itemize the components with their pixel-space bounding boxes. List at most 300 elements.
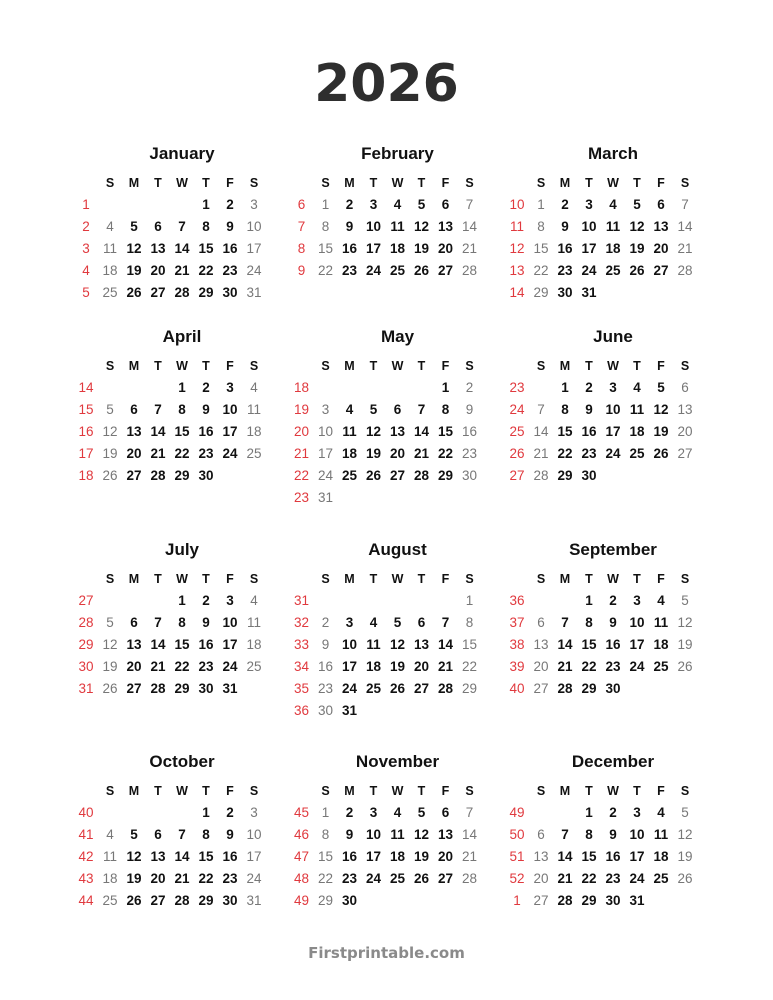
month-title: January bbox=[149, 144, 215, 163]
day-cell: 25 bbox=[246, 659, 262, 674]
day-cell: 2 bbox=[609, 593, 617, 608]
day-cell: 15 bbox=[533, 241, 549, 256]
weekday-header: T bbox=[585, 572, 593, 586]
weekday-header: S bbox=[321, 359, 330, 373]
weekday-header: S bbox=[536, 572, 546, 586]
day-cell: 24 bbox=[341, 681, 358, 696]
weekday-header: S bbox=[465, 572, 474, 586]
day-cell: 6 bbox=[417, 615, 426, 630]
weekday-header: T bbox=[417, 176, 426, 190]
week-number: 52 bbox=[509, 871, 525, 886]
weekday-header: F bbox=[657, 572, 665, 586]
empty-day-cell bbox=[122, 590, 146, 612]
month-title: December bbox=[571, 752, 655, 771]
weekday-header: S bbox=[465, 359, 474, 373]
day-cell: 19 bbox=[102, 659, 118, 674]
week-row bbox=[74, 678, 266, 700]
day-cell: 28 bbox=[150, 468, 166, 483]
week-number: 36 bbox=[509, 593, 525, 608]
week-row bbox=[505, 282, 697, 304]
day-cell: 13 bbox=[126, 637, 142, 652]
day-cell: 10 bbox=[222, 402, 238, 417]
day-cell: 3 bbox=[226, 380, 234, 395]
empty-day-cell bbox=[649, 282, 673, 304]
day-cell: 29 bbox=[174, 468, 190, 483]
day-cell: 10 bbox=[605, 402, 621, 417]
day-cell: 8 bbox=[178, 402, 186, 417]
day-cell: 27 bbox=[533, 681, 549, 696]
weekday-header: T bbox=[633, 359, 641, 373]
week-number-header bbox=[505, 568, 529, 590]
weekday-header-row bbox=[290, 172, 482, 194]
day-cell: 1 bbox=[202, 805, 210, 820]
weekday-header: T bbox=[202, 176, 210, 190]
weekday-header: T bbox=[369, 359, 378, 373]
day-cell: 2 bbox=[465, 380, 474, 395]
week-row bbox=[505, 868, 697, 890]
week-number: 1 bbox=[82, 197, 90, 212]
weekday-header-row bbox=[505, 780, 697, 802]
day-cell: 7 bbox=[154, 402, 162, 417]
day-cell: 28 bbox=[677, 263, 693, 278]
day-cell: 7 bbox=[465, 197, 474, 212]
month-title: September bbox=[569, 540, 657, 559]
day-cell: 30 bbox=[581, 468, 597, 483]
week-number: 17 bbox=[78, 446, 94, 461]
day-cell: 16 bbox=[581, 424, 597, 439]
day-cell: 17 bbox=[222, 637, 238, 652]
day-cell: 31 bbox=[341, 703, 358, 718]
day-cell: 5 bbox=[633, 197, 641, 212]
empty-day-cell bbox=[601, 465, 625, 487]
day-cell: 16 bbox=[605, 637, 621, 652]
day-cell: 22 bbox=[581, 871, 597, 886]
week-number: 48 bbox=[293, 871, 310, 886]
day-cell: 31 bbox=[222, 681, 238, 696]
day-cell: 12 bbox=[365, 424, 382, 439]
day-cell: 21 bbox=[533, 446, 549, 461]
weekday-header: S bbox=[105, 359, 115, 373]
day-cell: 30 bbox=[461, 468, 478, 483]
day-cell: 8 bbox=[465, 615, 474, 630]
empty-day-cell bbox=[386, 890, 410, 912]
day-cell: 24 bbox=[581, 263, 597, 278]
day-cell: 5 bbox=[369, 402, 378, 417]
weekday-header: T bbox=[369, 572, 378, 586]
empty-day-cell bbox=[553, 802, 577, 824]
weekday-header-row bbox=[505, 172, 697, 194]
week-number: 41 bbox=[78, 827, 94, 842]
day-cell: 7 bbox=[681, 197, 689, 212]
day-cell: 10 bbox=[317, 424, 334, 439]
day-cell: 23 bbox=[557, 263, 573, 278]
day-cell: 24 bbox=[605, 446, 621, 461]
week-row bbox=[290, 700, 482, 722]
day-cell: 8 bbox=[585, 615, 593, 630]
week-number: 14 bbox=[78, 380, 94, 395]
weekday-header: F bbox=[657, 176, 665, 190]
day-cell: 17 bbox=[581, 241, 597, 256]
day-cell: 9 bbox=[585, 402, 593, 417]
day-cell: 22 bbox=[198, 263, 214, 278]
day-cell: 18 bbox=[341, 446, 358, 461]
empty-day-cell bbox=[170, 194, 194, 216]
empty-day-cell bbox=[122, 194, 146, 216]
day-cell: 31 bbox=[317, 490, 334, 505]
week-row bbox=[290, 890, 482, 912]
day-cell: 19 bbox=[629, 241, 645, 256]
weekday-header: S bbox=[321, 176, 330, 190]
week-number: 37 bbox=[509, 615, 525, 630]
empty-day-cell bbox=[242, 465, 266, 487]
weekday-header-row bbox=[505, 568, 697, 590]
weekday-header-row bbox=[505, 355, 697, 377]
day-cell: 24 bbox=[246, 871, 262, 886]
empty-day-cell bbox=[386, 487, 410, 509]
day-cell: 21 bbox=[437, 659, 454, 674]
week-number-header bbox=[505, 355, 529, 377]
empty-day-cell bbox=[314, 377, 338, 399]
day-cell: 5 bbox=[417, 805, 426, 820]
week-number: 38 bbox=[509, 637, 525, 652]
day-cell: 1 bbox=[585, 593, 593, 608]
day-cell: 14 bbox=[437, 637, 454, 652]
empty-day-cell bbox=[98, 194, 122, 216]
day-cell: 12 bbox=[126, 849, 142, 864]
week-number: 12 bbox=[509, 241, 525, 256]
week-number: 2 bbox=[82, 219, 90, 234]
day-cell: 3 bbox=[226, 593, 234, 608]
day-cell: 1 bbox=[321, 805, 330, 820]
day-cell: 2 bbox=[345, 805, 354, 820]
week-row bbox=[290, 868, 482, 890]
day-cell: 14 bbox=[150, 637, 166, 652]
weekday-header: T bbox=[369, 784, 378, 798]
footer-brand: Firstprintable.com bbox=[308, 944, 465, 962]
day-cell: 29 bbox=[198, 893, 214, 908]
day-cell: 16 bbox=[222, 241, 238, 256]
week-row bbox=[290, 465, 482, 487]
day-cell: 9 bbox=[202, 402, 210, 417]
day-cell: 28 bbox=[461, 871, 478, 886]
weekday-header: W bbox=[176, 572, 188, 586]
week-number: 4 bbox=[82, 263, 90, 278]
day-cell: 9 bbox=[226, 219, 234, 234]
day-cell: 20 bbox=[413, 659, 430, 674]
day-cell: 14 bbox=[677, 219, 693, 234]
day-cell: 19 bbox=[389, 659, 406, 674]
day-cell: 4 bbox=[106, 219, 114, 234]
empty-day-cell bbox=[170, 802, 194, 824]
day-cell: 16 bbox=[341, 241, 358, 256]
day-cell: 15 bbox=[461, 637, 478, 652]
empty-day-cell bbox=[146, 802, 170, 824]
day-cell: 4 bbox=[369, 615, 378, 630]
weekday-header: W bbox=[176, 359, 188, 373]
day-cell: 25 bbox=[653, 659, 669, 674]
week-number: 15 bbox=[78, 402, 94, 417]
week-row bbox=[505, 802, 697, 824]
day-cell: 9 bbox=[202, 615, 210, 630]
month-title: July bbox=[164, 540, 200, 559]
day-cell: 29 bbox=[437, 468, 454, 483]
weekday-header: W bbox=[607, 572, 619, 586]
week-number: 25 bbox=[509, 424, 525, 439]
weekday-header: W bbox=[607, 176, 619, 190]
day-cell: 14 bbox=[533, 424, 549, 439]
weekday-header: T bbox=[633, 176, 641, 190]
day-cell: 7 bbox=[537, 402, 545, 417]
empty-day-cell bbox=[98, 377, 122, 399]
day-cell: 13 bbox=[437, 219, 454, 234]
day-cell: 11 bbox=[653, 615, 669, 630]
empty-day-cell bbox=[553, 590, 577, 612]
day-cell: 22 bbox=[437, 446, 454, 461]
empty-day-cell bbox=[529, 802, 553, 824]
day-cell: 17 bbox=[246, 849, 262, 864]
weekday-header-row bbox=[290, 355, 482, 377]
day-cell: 1 bbox=[465, 593, 474, 608]
day-cell: 21 bbox=[677, 241, 693, 256]
week-row bbox=[290, 487, 482, 509]
empty-day-cell bbox=[338, 590, 362, 612]
week-number: 24 bbox=[509, 402, 525, 417]
day-cell: 9 bbox=[345, 827, 354, 842]
day-cell: 29 bbox=[317, 893, 334, 908]
day-cell: 20 bbox=[126, 659, 142, 674]
weekday-header: M bbox=[128, 176, 140, 190]
empty-day-cell bbox=[338, 487, 362, 509]
day-cell: 14 bbox=[461, 827, 478, 842]
day-cell: 26 bbox=[413, 263, 430, 278]
weekday-header: S bbox=[105, 784, 115, 798]
empty-day-cell bbox=[242, 678, 266, 700]
week-row bbox=[74, 846, 266, 868]
day-cell: 11 bbox=[102, 849, 117, 864]
week-row bbox=[290, 678, 482, 700]
empty-day-cell bbox=[362, 590, 386, 612]
week-row bbox=[505, 656, 697, 678]
empty-day-cell bbox=[434, 700, 458, 722]
day-cell: 21 bbox=[557, 659, 573, 674]
day-cell: 10 bbox=[246, 219, 262, 234]
day-cell: 29 bbox=[461, 681, 478, 696]
day-cell: 4 bbox=[657, 805, 665, 820]
day-cell: 13 bbox=[413, 637, 430, 652]
month-title: October bbox=[149, 752, 215, 771]
weekday-header-row bbox=[74, 568, 266, 590]
day-cell: 8 bbox=[441, 402, 450, 417]
week-number: 7 bbox=[297, 219, 306, 234]
day-cell: 4 bbox=[633, 380, 641, 395]
day-cell: 1 bbox=[321, 197, 330, 212]
weekday-header: S bbox=[465, 784, 474, 798]
month-title: May bbox=[380, 327, 415, 346]
day-cell: 20 bbox=[653, 241, 669, 256]
week-number: 10 bbox=[509, 197, 525, 212]
day-cell: 7 bbox=[178, 219, 186, 234]
week-number: 3 bbox=[82, 241, 90, 256]
day-cell: 20 bbox=[677, 424, 693, 439]
empty-day-cell bbox=[434, 590, 458, 612]
day-cell: 15 bbox=[437, 424, 454, 439]
day-cell: 2 bbox=[202, 593, 210, 608]
week-row bbox=[505, 590, 697, 612]
week-number-header bbox=[505, 172, 529, 194]
weekday-header: T bbox=[154, 572, 162, 586]
day-cell: 12 bbox=[102, 637, 118, 652]
day-cell: 15 bbox=[317, 241, 334, 256]
day-cell: 7 bbox=[417, 402, 426, 417]
empty-day-cell bbox=[98, 802, 122, 824]
day-cell: 6 bbox=[537, 827, 545, 842]
day-cell: 30 bbox=[605, 681, 621, 696]
day-cell: 5 bbox=[130, 827, 138, 842]
day-cell: 12 bbox=[413, 827, 430, 842]
weekday-header: T bbox=[417, 784, 426, 798]
weekday-header-row bbox=[290, 568, 482, 590]
weekday-header: S bbox=[680, 176, 690, 190]
day-cell: 26 bbox=[102, 681, 118, 696]
day-cell: 27 bbox=[437, 263, 454, 278]
day-cell: 21 bbox=[461, 241, 478, 256]
day-cell: 2 bbox=[202, 380, 210, 395]
day-cell: 25 bbox=[629, 446, 645, 461]
day-cell: 25 bbox=[389, 871, 406, 886]
day-cell: 3 bbox=[345, 615, 354, 630]
weekday-header: M bbox=[344, 784, 355, 798]
empty-day-cell bbox=[673, 465, 697, 487]
weekday-header: T bbox=[202, 784, 210, 798]
day-cell: 4 bbox=[393, 805, 402, 820]
empty-day-cell bbox=[386, 700, 410, 722]
day-cell: 11 bbox=[390, 827, 405, 842]
week-row bbox=[74, 612, 266, 634]
week-row bbox=[74, 216, 266, 238]
day-cell: 28 bbox=[533, 468, 549, 483]
day-cell: 23 bbox=[461, 446, 478, 461]
weekday-header: F bbox=[657, 359, 665, 373]
week-number: 13 bbox=[509, 263, 525, 278]
day-cell: 1 bbox=[561, 380, 569, 395]
day-cell: 9 bbox=[561, 219, 569, 234]
day-cell: 4 bbox=[393, 197, 402, 212]
weekday-header: T bbox=[369, 176, 378, 190]
week-number-header bbox=[290, 568, 314, 590]
week-number-header bbox=[290, 780, 314, 802]
week-number: 26 bbox=[509, 446, 525, 461]
weekday-header-row bbox=[74, 780, 266, 802]
day-cell: 29 bbox=[557, 468, 573, 483]
day-cell: 3 bbox=[250, 197, 258, 212]
weekday-header: S bbox=[249, 784, 259, 798]
day-cell: 31 bbox=[581, 285, 597, 300]
weekday-header: M bbox=[344, 572, 355, 586]
week-number: 20 bbox=[293, 424, 310, 439]
day-cell: 15 bbox=[317, 849, 334, 864]
day-cell: 27 bbox=[389, 468, 406, 483]
day-cell: 10 bbox=[365, 827, 382, 842]
day-cell: 1 bbox=[202, 197, 210, 212]
day-cell: 12 bbox=[677, 827, 693, 842]
day-cell: 30 bbox=[341, 893, 358, 908]
week-row bbox=[290, 421, 482, 443]
weekday-header-row bbox=[74, 172, 266, 194]
day-cell: 1 bbox=[178, 593, 186, 608]
week-number: 11 bbox=[509, 219, 524, 234]
week-number: 49 bbox=[509, 805, 525, 820]
weekday-header: T bbox=[585, 176, 593, 190]
day-cell: 14 bbox=[150, 424, 166, 439]
day-cell: 24 bbox=[222, 659, 238, 674]
week-number-header bbox=[74, 355, 98, 377]
day-cell: 8 bbox=[321, 219, 330, 234]
week-row bbox=[505, 421, 697, 443]
month-title: April bbox=[162, 327, 202, 346]
week-number: 45 bbox=[293, 805, 310, 820]
week-number-header bbox=[290, 355, 314, 377]
week-number: 35 bbox=[293, 681, 310, 696]
day-cell: 3 bbox=[369, 197, 378, 212]
week-row bbox=[74, 634, 266, 656]
day-cell: 25 bbox=[102, 893, 118, 908]
day-cell: 14 bbox=[174, 241, 190, 256]
week-number: 51 bbox=[509, 849, 525, 864]
week-row bbox=[290, 443, 482, 465]
day-cell: 19 bbox=[413, 241, 430, 256]
day-cell: 22 bbox=[317, 871, 334, 886]
weekday-header: W bbox=[391, 359, 404, 373]
day-cell: 22 bbox=[174, 659, 190, 674]
day-cell: 4 bbox=[609, 197, 617, 212]
week-number: 8 bbox=[297, 241, 306, 256]
day-cell: 21 bbox=[174, 871, 190, 886]
day-cell: 20 bbox=[437, 849, 454, 864]
week-row bbox=[74, 590, 266, 612]
day-cell: 9 bbox=[226, 827, 234, 842]
day-cell: 6 bbox=[130, 402, 138, 417]
day-cell: 16 bbox=[557, 241, 573, 256]
week-row bbox=[505, 465, 697, 487]
month-title: August bbox=[368, 540, 427, 559]
day-cell: 25 bbox=[605, 263, 621, 278]
empty-day-cell bbox=[146, 590, 170, 612]
day-cell: 1 bbox=[441, 380, 450, 395]
week-number: 18 bbox=[293, 380, 310, 395]
weekday-header: T bbox=[202, 359, 210, 373]
day-cell: 22 bbox=[198, 871, 214, 886]
day-cell: 10 bbox=[222, 615, 238, 630]
day-cell: 7 bbox=[561, 827, 569, 842]
day-cell: 3 bbox=[633, 805, 641, 820]
weekday-header: T bbox=[202, 572, 210, 586]
day-cell: 18 bbox=[389, 849, 406, 864]
day-cell: 23 bbox=[605, 659, 621, 674]
week-number-header bbox=[290, 172, 314, 194]
day-cell: 9 bbox=[465, 402, 474, 417]
day-cell: 4 bbox=[345, 402, 354, 417]
weekday-header: S bbox=[249, 176, 259, 190]
day-cell: 15 bbox=[198, 241, 214, 256]
day-cell: 22 bbox=[461, 659, 478, 674]
week-number: 32 bbox=[293, 615, 310, 630]
weekday-header: M bbox=[128, 784, 140, 798]
weekday-header: F bbox=[441, 572, 450, 586]
weekday-header: F bbox=[441, 176, 450, 190]
day-cell: 12 bbox=[629, 219, 645, 234]
week-row bbox=[505, 194, 697, 216]
week-number: 6 bbox=[297, 197, 306, 212]
